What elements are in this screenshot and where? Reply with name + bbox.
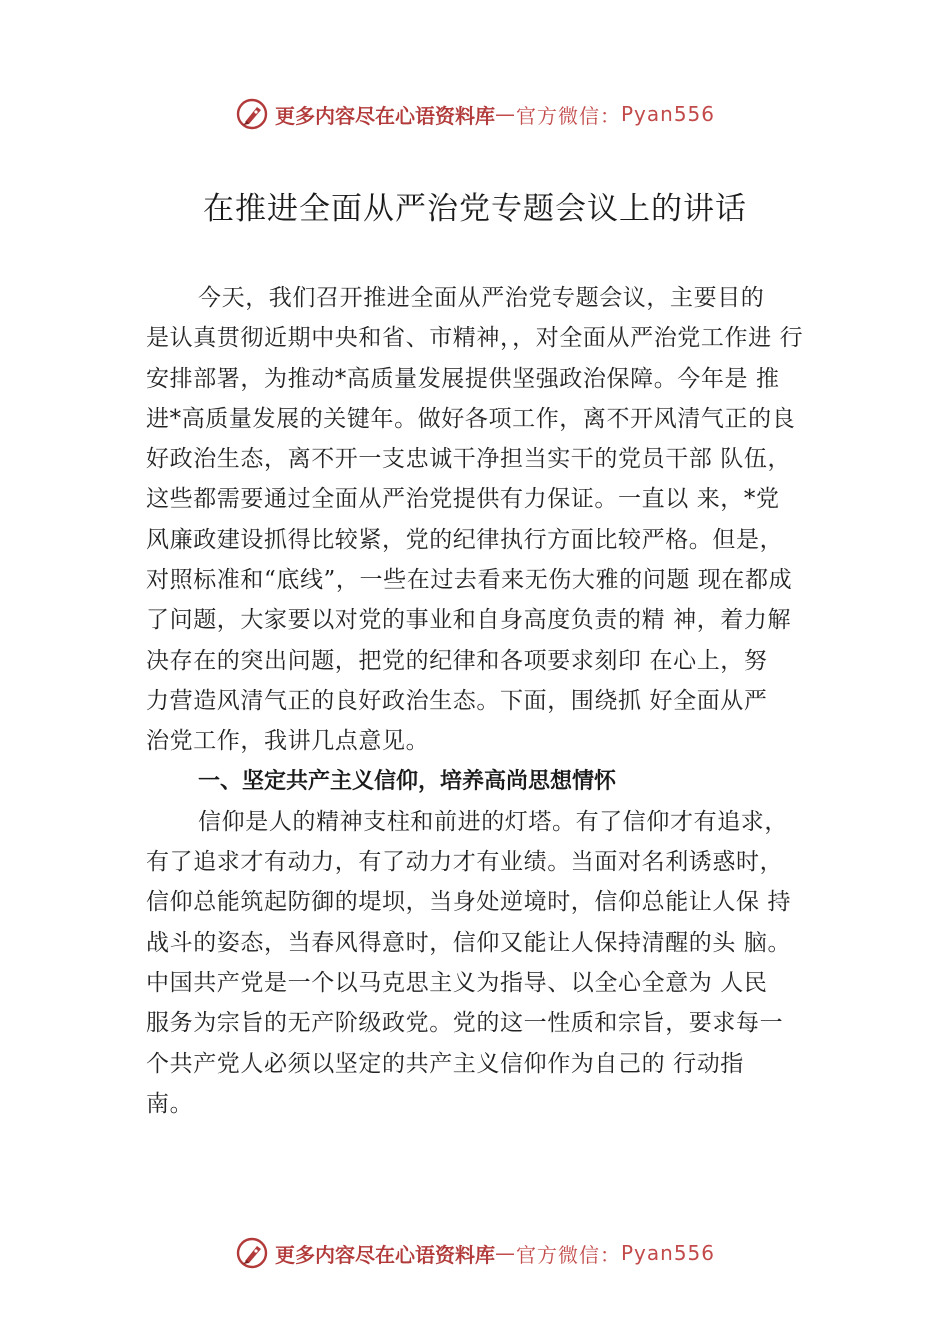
watermark-contact-label: 官方微信： — [515, 103, 621, 128]
paragraph-line: 进*高质量发展的关键年。做好各项工作，离不开风清气正的良 — [146, 405, 796, 432]
paragraph-line: 有了追求才有动力，有了动力才有业绩。当面对名利诱惑时， — [146, 849, 784, 876]
watermark-contact-handle: Pyan556 — [620, 1241, 715, 1265]
watermark-contact-handle: Pyan556 — [620, 102, 715, 126]
watermark-separator: — — [494, 102, 516, 126]
watermark-contact-label: 官方微信： — [515, 1242, 621, 1267]
paragraph-2 — [146, 802, 830, 1124]
paragraph-line: 是认真贯彻近期中央和省、市精神，，对全面从严治党工作进 行 — [146, 325, 804, 352]
paragraph-line: 力营造风清气正的良好政治生态。下面，围绕抓 好全面从严 — [146, 687, 768, 714]
paragraph-line: 决存在的突出问题，把党的纪律和各项要求刻印 在心上，努 — [146, 647, 768, 674]
paragraph-line: 风廉政建设抓得比较紧，党的纪律执行方面比较严格。但是， — [146, 526, 784, 553]
paragraph-line: 这些都需要通过全面从严治党提供有力保证。一直以 来，*党 — [146, 486, 780, 513]
paragraph-line: 个共产党人必须以坚定的共产主义信仰作为自己的 行动指 — [146, 1050, 744, 1077]
pen-nib-logo-icon — [235, 97, 269, 131]
paragraph-line: 安排部署，为推动*高质量发展提供坚强政治保障。今年是 推 — [146, 365, 780, 392]
paragraph-line: 治党工作，我讲几点意见。 — [146, 728, 430, 755]
paragraph-line: 对照标准和“底线”，一些在过去看来无伤大雅的问题 现在都成 — [146, 567, 793, 594]
section-heading-1: 一、坚定共产主义信仰，培养高尚思想情怀 — [198, 768, 617, 794]
paragraph-line: 好政治生态，离不开一支忠诚干净担当实干的党员干部 队伍， — [146, 446, 792, 473]
watermark-separator: — — [494, 1241, 516, 1265]
paragraph-1 — [146, 278, 830, 762]
watermark-header — [0, 94, 950, 134]
paragraph-line: 南。 — [146, 1090, 194, 1117]
paragraph-line: 信仰是人的精神支柱和前进的灯塔。有了信仰才有追求， — [198, 808, 788, 835]
paragraph-line: 中国共产党是一个以马克思主义为指导、以全心全意为 人民 — [146, 970, 768, 997]
watermark-footer — [0, 1233, 950, 1273]
paragraph-line: 战斗的姿态，当春风得意时，信仰又能让人保持清醒的头 脑。 — [146, 929, 792, 956]
pen-nib-logo-icon — [235, 1236, 269, 1270]
paragraph-line: 服务为宗旨的无产阶级政党。党的这一性质和宗旨，要求每一 — [146, 1010, 784, 1037]
watermark-brand: 更多内容尽在心语资料库 — [274, 1242, 495, 1267]
watermark-brand: 更多内容尽在心语资料库 — [274, 103, 495, 128]
document-title: 在推进全面从严治党专题会议上的讲话 — [203, 191, 747, 227]
paragraph-line: 信仰总能筑起防御的堤坝，当身处逆境时，信仰总能让人保 持 — [146, 889, 792, 916]
paragraph-line: 了问题，大家要以对党的事业和自身高度负责的精 神，着力解 — [146, 607, 792, 634]
paragraph-line: 今天，我们召开推进全面从严治党专题会议，主要目的 — [198, 285, 765, 311]
document-body — [146, 278, 830, 1124]
